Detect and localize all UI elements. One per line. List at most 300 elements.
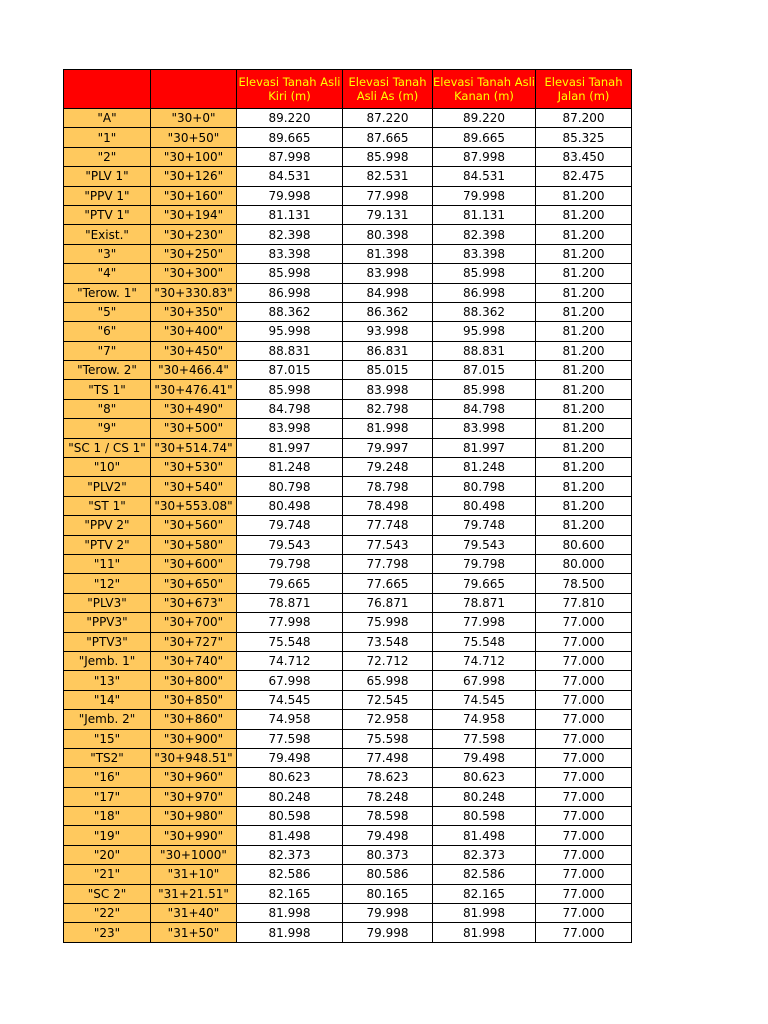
- point-label-cell: "ST 1": [64, 496, 151, 515]
- road-elevation-cell: 80.000: [536, 554, 632, 573]
- road-elevation-cell: 77.000: [536, 904, 632, 923]
- elevation-center-cell: 78.248: [343, 787, 433, 806]
- point-label-cell: "18": [64, 807, 151, 826]
- elevation-table: [63, 69, 632, 943]
- elevation-left-cell: 67.998: [237, 671, 343, 690]
- elevation-center-cell: 77.748: [343, 516, 433, 535]
- elevation-center-cell: 78.798: [343, 477, 433, 496]
- road-elevation-cell: 81.200: [536, 244, 632, 263]
- elevation-left-cell: 89.220: [237, 109, 343, 128]
- table-row: [64, 613, 632, 632]
- point-label-cell: "11": [64, 554, 151, 573]
- station-cell: "30+50": [151, 128, 237, 147]
- elevation-right-cell: 81.131: [433, 205, 536, 224]
- station-cell: "30+727": [151, 632, 237, 651]
- elevation-center-cell: 77.665: [343, 574, 433, 593]
- point-label-cell: "22": [64, 904, 151, 923]
- point-label-cell: "PTV3": [64, 632, 151, 651]
- road-elevation-cell: 85.325: [536, 128, 632, 147]
- header-elevation-left: Elevasi Tanah Asli Kiri (m): [237, 70, 343, 109]
- elevation-right-cell: 82.373: [433, 845, 536, 864]
- table-row: [64, 574, 632, 593]
- road-elevation-cell: 77.000: [536, 768, 632, 787]
- station-cell: "30+194": [151, 205, 237, 224]
- road-elevation-cell: 81.200: [536, 458, 632, 477]
- elevation-right-cell: 80.798: [433, 477, 536, 496]
- elevation-right-cell: 89.665: [433, 128, 536, 147]
- elevation-center-cell: 79.998: [343, 923, 433, 942]
- station-cell: "30+530": [151, 458, 237, 477]
- elevation-right-cell: 77.998: [433, 613, 536, 632]
- elevation-center-cell: 77.798: [343, 554, 433, 573]
- station-cell: "30+990": [151, 826, 237, 845]
- table-row: [64, 535, 632, 554]
- elevation-left-cell: 80.598: [237, 807, 343, 826]
- table-row: [64, 923, 632, 942]
- station-cell: "30+230": [151, 225, 237, 244]
- road-elevation-cell: 81.200: [536, 496, 632, 515]
- road-elevation-cell: 77.000: [536, 807, 632, 826]
- point-label-cell: "Terow. 1": [64, 283, 151, 302]
- table-row: [64, 205, 632, 224]
- elevation-left-cell: 79.543: [237, 535, 343, 554]
- point-label-cell: "10": [64, 458, 151, 477]
- table-row: [64, 341, 632, 360]
- point-label-cell: "21": [64, 865, 151, 884]
- point-label-cell: "7": [64, 341, 151, 360]
- road-elevation-cell: 77.000: [536, 690, 632, 709]
- station-cell: "30+850": [151, 690, 237, 709]
- elevation-left-cell: 81.998: [237, 904, 343, 923]
- point-label-cell: "14": [64, 690, 151, 709]
- table-row: [64, 904, 632, 923]
- point-label-cell: "PLV3": [64, 593, 151, 612]
- point-label-cell: "1": [64, 128, 151, 147]
- elevation-left-cell: 95.998: [237, 322, 343, 341]
- road-elevation-cell: 83.450: [536, 147, 632, 166]
- elevation-left-cell: 81.248: [237, 458, 343, 477]
- table-row: [64, 399, 632, 418]
- elevation-center-cell: 78.498: [343, 496, 433, 515]
- elevation-center-cell: 79.997: [343, 438, 433, 457]
- table-row: [64, 651, 632, 670]
- point-label-cell: "13": [64, 671, 151, 690]
- point-label-cell: "20": [64, 845, 151, 864]
- elevation-left-cell: 86.998: [237, 283, 343, 302]
- point-label-cell: "SC 1 / CS 1": [64, 438, 151, 457]
- elevation-center-cell: 72.958: [343, 710, 433, 729]
- elevation-right-cell: 85.998: [433, 264, 536, 283]
- header-row: [64, 70, 632, 109]
- table-row: [64, 264, 632, 283]
- elevation-center-cell: 72.545: [343, 690, 433, 709]
- elevation-left-cell: 88.831: [237, 341, 343, 360]
- table-row: [64, 690, 632, 709]
- station-cell: "30+580": [151, 535, 237, 554]
- elevation-right-cell: 82.398: [433, 225, 536, 244]
- elevation-left-cell: 77.998: [237, 613, 343, 632]
- elevation-center-cell: 82.531: [343, 167, 433, 186]
- elevation-right-cell: 95.998: [433, 322, 536, 341]
- elevation-left-cell: 79.498: [237, 748, 343, 767]
- elevation-right-cell: 83.398: [433, 244, 536, 263]
- road-elevation-cell: 77.000: [536, 923, 632, 942]
- road-elevation-cell: 81.200: [536, 399, 632, 418]
- station-cell: "30+250": [151, 244, 237, 263]
- table-row: [64, 826, 632, 845]
- table-row: [64, 167, 632, 186]
- elevation-right-cell: 88.831: [433, 341, 536, 360]
- elevation-right-cell: 79.665: [433, 574, 536, 593]
- elevation-right-cell: 78.871: [433, 593, 536, 612]
- point-label-cell: "4": [64, 264, 151, 283]
- table-row: [64, 419, 632, 438]
- elevation-left-cell: 77.598: [237, 729, 343, 748]
- elevation-right-cell: 79.498: [433, 748, 536, 767]
- elevation-right-cell: 74.712: [433, 651, 536, 670]
- elevation-center-cell: 78.598: [343, 807, 433, 826]
- station-cell: "30+900": [151, 729, 237, 748]
- road-elevation-cell: 81.200: [536, 322, 632, 341]
- elevation-center-cell: 79.998: [343, 904, 433, 923]
- elevation-left-cell: 80.623: [237, 768, 343, 787]
- point-label-cell: "15": [64, 729, 151, 748]
- elevation-left-cell: 74.545: [237, 690, 343, 709]
- elevation-left-cell: 74.712: [237, 651, 343, 670]
- point-label-cell: "A": [64, 109, 151, 128]
- elevation-right-cell: 87.015: [433, 361, 536, 380]
- point-label-cell: "6": [64, 322, 151, 341]
- station-cell: "30+514.74": [151, 438, 237, 457]
- station-cell: "30+330.83": [151, 283, 237, 302]
- point-label-cell: "Exist.": [64, 225, 151, 244]
- elevation-center-cell: 85.015: [343, 361, 433, 380]
- elevation-center-cell: 80.373: [343, 845, 433, 864]
- road-elevation-cell: 77.000: [536, 632, 632, 651]
- station-cell: "30+100": [151, 147, 237, 166]
- elevation-right-cell: 81.998: [433, 904, 536, 923]
- point-label-cell: "16": [64, 768, 151, 787]
- elevation-left-cell: 79.798: [237, 554, 343, 573]
- elevation-left-cell: 82.165: [237, 884, 343, 903]
- point-label-cell: "5": [64, 302, 151, 321]
- elevation-right-cell: 87.998: [433, 147, 536, 166]
- elevation-left-cell: 79.665: [237, 574, 343, 593]
- table-row: [64, 884, 632, 903]
- station-cell: "30+650": [151, 574, 237, 593]
- table-row: [64, 283, 632, 302]
- elevation-right-cell: 75.548: [433, 632, 536, 651]
- road-elevation-cell: 77.000: [536, 865, 632, 884]
- table-row: [64, 438, 632, 457]
- station-cell: "30+673": [151, 593, 237, 612]
- road-elevation-cell: 81.200: [536, 186, 632, 205]
- road-elevation-cell: 81.200: [536, 302, 632, 321]
- station-cell: "30+400": [151, 322, 237, 341]
- elevation-left-cell: 80.798: [237, 477, 343, 496]
- elevation-left-cell: 80.498: [237, 496, 343, 515]
- elevation-left-cell: 85.998: [237, 380, 343, 399]
- elevation-center-cell: 65.998: [343, 671, 433, 690]
- table-row: [64, 302, 632, 321]
- point-label-cell: "2": [64, 147, 151, 166]
- elevation-left-cell: 74.958: [237, 710, 343, 729]
- point-label-cell: "19": [64, 826, 151, 845]
- elevation-left-cell: 79.748: [237, 516, 343, 535]
- table-row: [64, 632, 632, 651]
- point-label-cell: "Terow. 2": [64, 361, 151, 380]
- station-cell: "30+740": [151, 651, 237, 670]
- station-cell: "30+160": [151, 186, 237, 205]
- road-elevation-cell: 77.000: [536, 884, 632, 903]
- road-elevation-cell: 81.200: [536, 283, 632, 302]
- elevation-center-cell: 80.398: [343, 225, 433, 244]
- elevation-center-cell: 73.548: [343, 632, 433, 651]
- elevation-center-cell: 86.831: [343, 341, 433, 360]
- elevation-right-cell: 89.220: [433, 109, 536, 128]
- table-row: [64, 787, 632, 806]
- point-label-cell: "TS2": [64, 748, 151, 767]
- table-row: [64, 768, 632, 787]
- station-cell: "30+980": [151, 807, 237, 826]
- elevation-center-cell: 79.131: [343, 205, 433, 224]
- table-row: [64, 128, 632, 147]
- table-row: [64, 109, 632, 128]
- point-label-cell: "23": [64, 923, 151, 942]
- elevation-right-cell: 80.248: [433, 787, 536, 806]
- elevation-right-cell: 80.623: [433, 768, 536, 787]
- point-label-cell: "PPV3": [64, 613, 151, 632]
- header-station: [151, 70, 237, 109]
- elevation-left-cell: 81.998: [237, 923, 343, 942]
- elevation-left-cell: 83.398: [237, 244, 343, 263]
- elevation-center-cell: 93.998: [343, 322, 433, 341]
- station-cell: "30+553.08": [151, 496, 237, 515]
- elevation-center-cell: 81.998: [343, 419, 433, 438]
- point-label-cell: "PTV 1": [64, 205, 151, 224]
- elevation-right-cell: 79.798: [433, 554, 536, 573]
- road-elevation-cell: 87.200: [536, 109, 632, 128]
- elevation-center-cell: 85.998: [343, 147, 433, 166]
- elevation-right-cell: 81.997: [433, 438, 536, 457]
- header-point: [64, 70, 151, 109]
- elevation-left-cell: 87.015: [237, 361, 343, 380]
- elevation-right-cell: 79.998: [433, 186, 536, 205]
- elevation-right-cell: 79.543: [433, 535, 536, 554]
- elevation-left-cell: 88.362: [237, 302, 343, 321]
- table-row: [64, 710, 632, 729]
- road-elevation-cell: 77.000: [536, 710, 632, 729]
- road-elevation-cell: 77.000: [536, 651, 632, 670]
- point-label-cell: "PLV 1": [64, 167, 151, 186]
- road-elevation-cell: 81.200: [536, 264, 632, 283]
- road-elevation-cell: 81.200: [536, 380, 632, 399]
- station-cell: "30+560": [151, 516, 237, 535]
- station-cell: "30+466.4": [151, 361, 237, 380]
- elevation-center-cell: 84.998: [343, 283, 433, 302]
- elevation-center-cell: 75.598: [343, 729, 433, 748]
- table-row: [64, 147, 632, 166]
- table-row: [64, 244, 632, 263]
- point-label-cell: "17": [64, 787, 151, 806]
- station-cell: "30+476.41": [151, 380, 237, 399]
- elevation-right-cell: 84.798: [433, 399, 536, 418]
- elevation-left-cell: 82.373: [237, 845, 343, 864]
- elevation-center-cell: 75.998: [343, 613, 433, 632]
- station-cell: "30+1000": [151, 845, 237, 864]
- elevation-center-cell: 81.398: [343, 244, 433, 263]
- elevation-center-cell: 86.362: [343, 302, 433, 321]
- elevation-center-cell: 87.665: [343, 128, 433, 147]
- elevation-right-cell: 83.998: [433, 419, 536, 438]
- table-row: [64, 593, 632, 612]
- elevation-right-cell: 82.165: [433, 884, 536, 903]
- elevation-center-cell: 82.798: [343, 399, 433, 418]
- elevation-right-cell: 81.998: [433, 923, 536, 942]
- point-label-cell: "TS 1": [64, 380, 151, 399]
- road-elevation-cell: 77.000: [536, 729, 632, 748]
- elevation-left-cell: 83.998: [237, 419, 343, 438]
- elevation-left-cell: 89.665: [237, 128, 343, 147]
- point-label-cell: "PLV2": [64, 477, 151, 496]
- station-cell: "31+21.51": [151, 884, 237, 903]
- station-cell: "30+970": [151, 787, 237, 806]
- road-elevation-cell: 81.200: [536, 516, 632, 535]
- station-cell: "30+540": [151, 477, 237, 496]
- point-label-cell: "Jemb. 2": [64, 710, 151, 729]
- road-elevation-cell: 81.200: [536, 361, 632, 380]
- table-row: [64, 322, 632, 341]
- point-label-cell: "Jemb. 1": [64, 651, 151, 670]
- table-row: [64, 845, 632, 864]
- elevation-center-cell: 77.543: [343, 535, 433, 554]
- station-cell: "30+450": [151, 341, 237, 360]
- table-row: [64, 496, 632, 515]
- elevation-right-cell: 74.958: [433, 710, 536, 729]
- station-cell: "30+350": [151, 302, 237, 321]
- table-row: [64, 380, 632, 399]
- header-elevation-center: Elevasi Tanah Asli As (m): [343, 70, 433, 109]
- table-row: [64, 516, 632, 535]
- table-row: [64, 458, 632, 477]
- elevation-right-cell: 77.598: [433, 729, 536, 748]
- point-label-cell: "PTV 2": [64, 535, 151, 554]
- elevation-center-cell: 87.220: [343, 109, 433, 128]
- elevation-left-cell: 81.498: [237, 826, 343, 845]
- road-elevation-cell: 77.810: [536, 593, 632, 612]
- station-cell: "31+50": [151, 923, 237, 942]
- table-row: [64, 477, 632, 496]
- station-cell: "30+860": [151, 710, 237, 729]
- point-label-cell: "SC 2": [64, 884, 151, 903]
- table-row: [64, 186, 632, 205]
- station-cell: "31+10": [151, 865, 237, 884]
- station-cell: "30+948.51": [151, 748, 237, 767]
- station-cell: "30+126": [151, 167, 237, 186]
- road-elevation-cell: 81.200: [536, 419, 632, 438]
- elevation-right-cell: 84.531: [433, 167, 536, 186]
- elevation-left-cell: 81.131: [237, 205, 343, 224]
- road-elevation-cell: 77.000: [536, 845, 632, 864]
- road-elevation-cell: 78.500: [536, 574, 632, 593]
- elevation-left-cell: 78.871: [237, 593, 343, 612]
- elevation-right-cell: 67.998: [433, 671, 536, 690]
- station-cell: "30+600": [151, 554, 237, 573]
- station-cell: "30+500": [151, 419, 237, 438]
- table-row: [64, 361, 632, 380]
- elevation-right-cell: 81.498: [433, 826, 536, 845]
- header-road-elevation: Elevasi Tanah Jalan (m): [536, 70, 632, 109]
- elevation-right-cell: 79.748: [433, 516, 536, 535]
- point-label-cell: "PPV 1": [64, 186, 151, 205]
- point-label-cell: "3": [64, 244, 151, 263]
- elevation-right-cell: 82.586: [433, 865, 536, 884]
- point-label-cell: "PPV 2": [64, 516, 151, 535]
- elevation-center-cell: 72.712: [343, 651, 433, 670]
- elevation-center-cell: 83.998: [343, 380, 433, 399]
- station-cell: "31+40": [151, 904, 237, 923]
- table-row: [64, 225, 632, 244]
- station-cell: "30+700": [151, 613, 237, 632]
- elevation-center-cell: 77.498: [343, 748, 433, 767]
- elevation-center-cell: 78.623: [343, 768, 433, 787]
- road-elevation-cell: 81.200: [536, 341, 632, 360]
- station-cell: "30+300": [151, 264, 237, 283]
- station-cell: "30+800": [151, 671, 237, 690]
- elevation-right-cell: 80.498: [433, 496, 536, 515]
- elevation-center-cell: 76.871: [343, 593, 433, 612]
- elevation-center-cell: 80.165: [343, 884, 433, 903]
- table-row: [64, 748, 632, 767]
- road-elevation-cell: 77.000: [536, 826, 632, 845]
- road-elevation-cell: 80.600: [536, 535, 632, 554]
- point-label-cell: "9": [64, 419, 151, 438]
- elevation-right-cell: 86.998: [433, 283, 536, 302]
- elevation-right-cell: 74.545: [433, 690, 536, 709]
- table-row: [64, 865, 632, 884]
- road-elevation-cell: 77.000: [536, 671, 632, 690]
- road-elevation-cell: 77.000: [536, 613, 632, 632]
- table-row: [64, 671, 632, 690]
- elevation-left-cell: 82.398: [237, 225, 343, 244]
- table-body: [64, 109, 632, 943]
- elevation-center-cell: 79.498: [343, 826, 433, 845]
- road-elevation-cell: 77.000: [536, 787, 632, 806]
- header-elevation-right: Elevasi Tanah Asli Kanan (m): [433, 70, 536, 109]
- elevation-right-cell: 88.362: [433, 302, 536, 321]
- road-elevation-cell: 81.200: [536, 477, 632, 496]
- station-cell: "30+490": [151, 399, 237, 418]
- elevation-right-cell: 85.998: [433, 380, 536, 399]
- road-elevation-cell: 81.200: [536, 438, 632, 457]
- elevation-left-cell: 84.531: [237, 167, 343, 186]
- elevation-center-cell: 79.248: [343, 458, 433, 477]
- elevation-left-cell: 81.997: [237, 438, 343, 457]
- elevation-center-cell: 80.586: [343, 865, 433, 884]
- point-label-cell: "8": [64, 399, 151, 418]
- elevation-left-cell: 84.798: [237, 399, 343, 418]
- table-row: [64, 554, 632, 573]
- station-cell: "30+960": [151, 768, 237, 787]
- table-row: [64, 729, 632, 748]
- table-row: [64, 807, 632, 826]
- road-elevation-cell: 77.000: [536, 748, 632, 767]
- elevation-left-cell: 79.998: [237, 186, 343, 205]
- elevation-right-cell: 81.248: [433, 458, 536, 477]
- elevation-center-cell: 77.998: [343, 186, 433, 205]
- station-cell: "30+0": [151, 109, 237, 128]
- elevation-left-cell: 85.998: [237, 264, 343, 283]
